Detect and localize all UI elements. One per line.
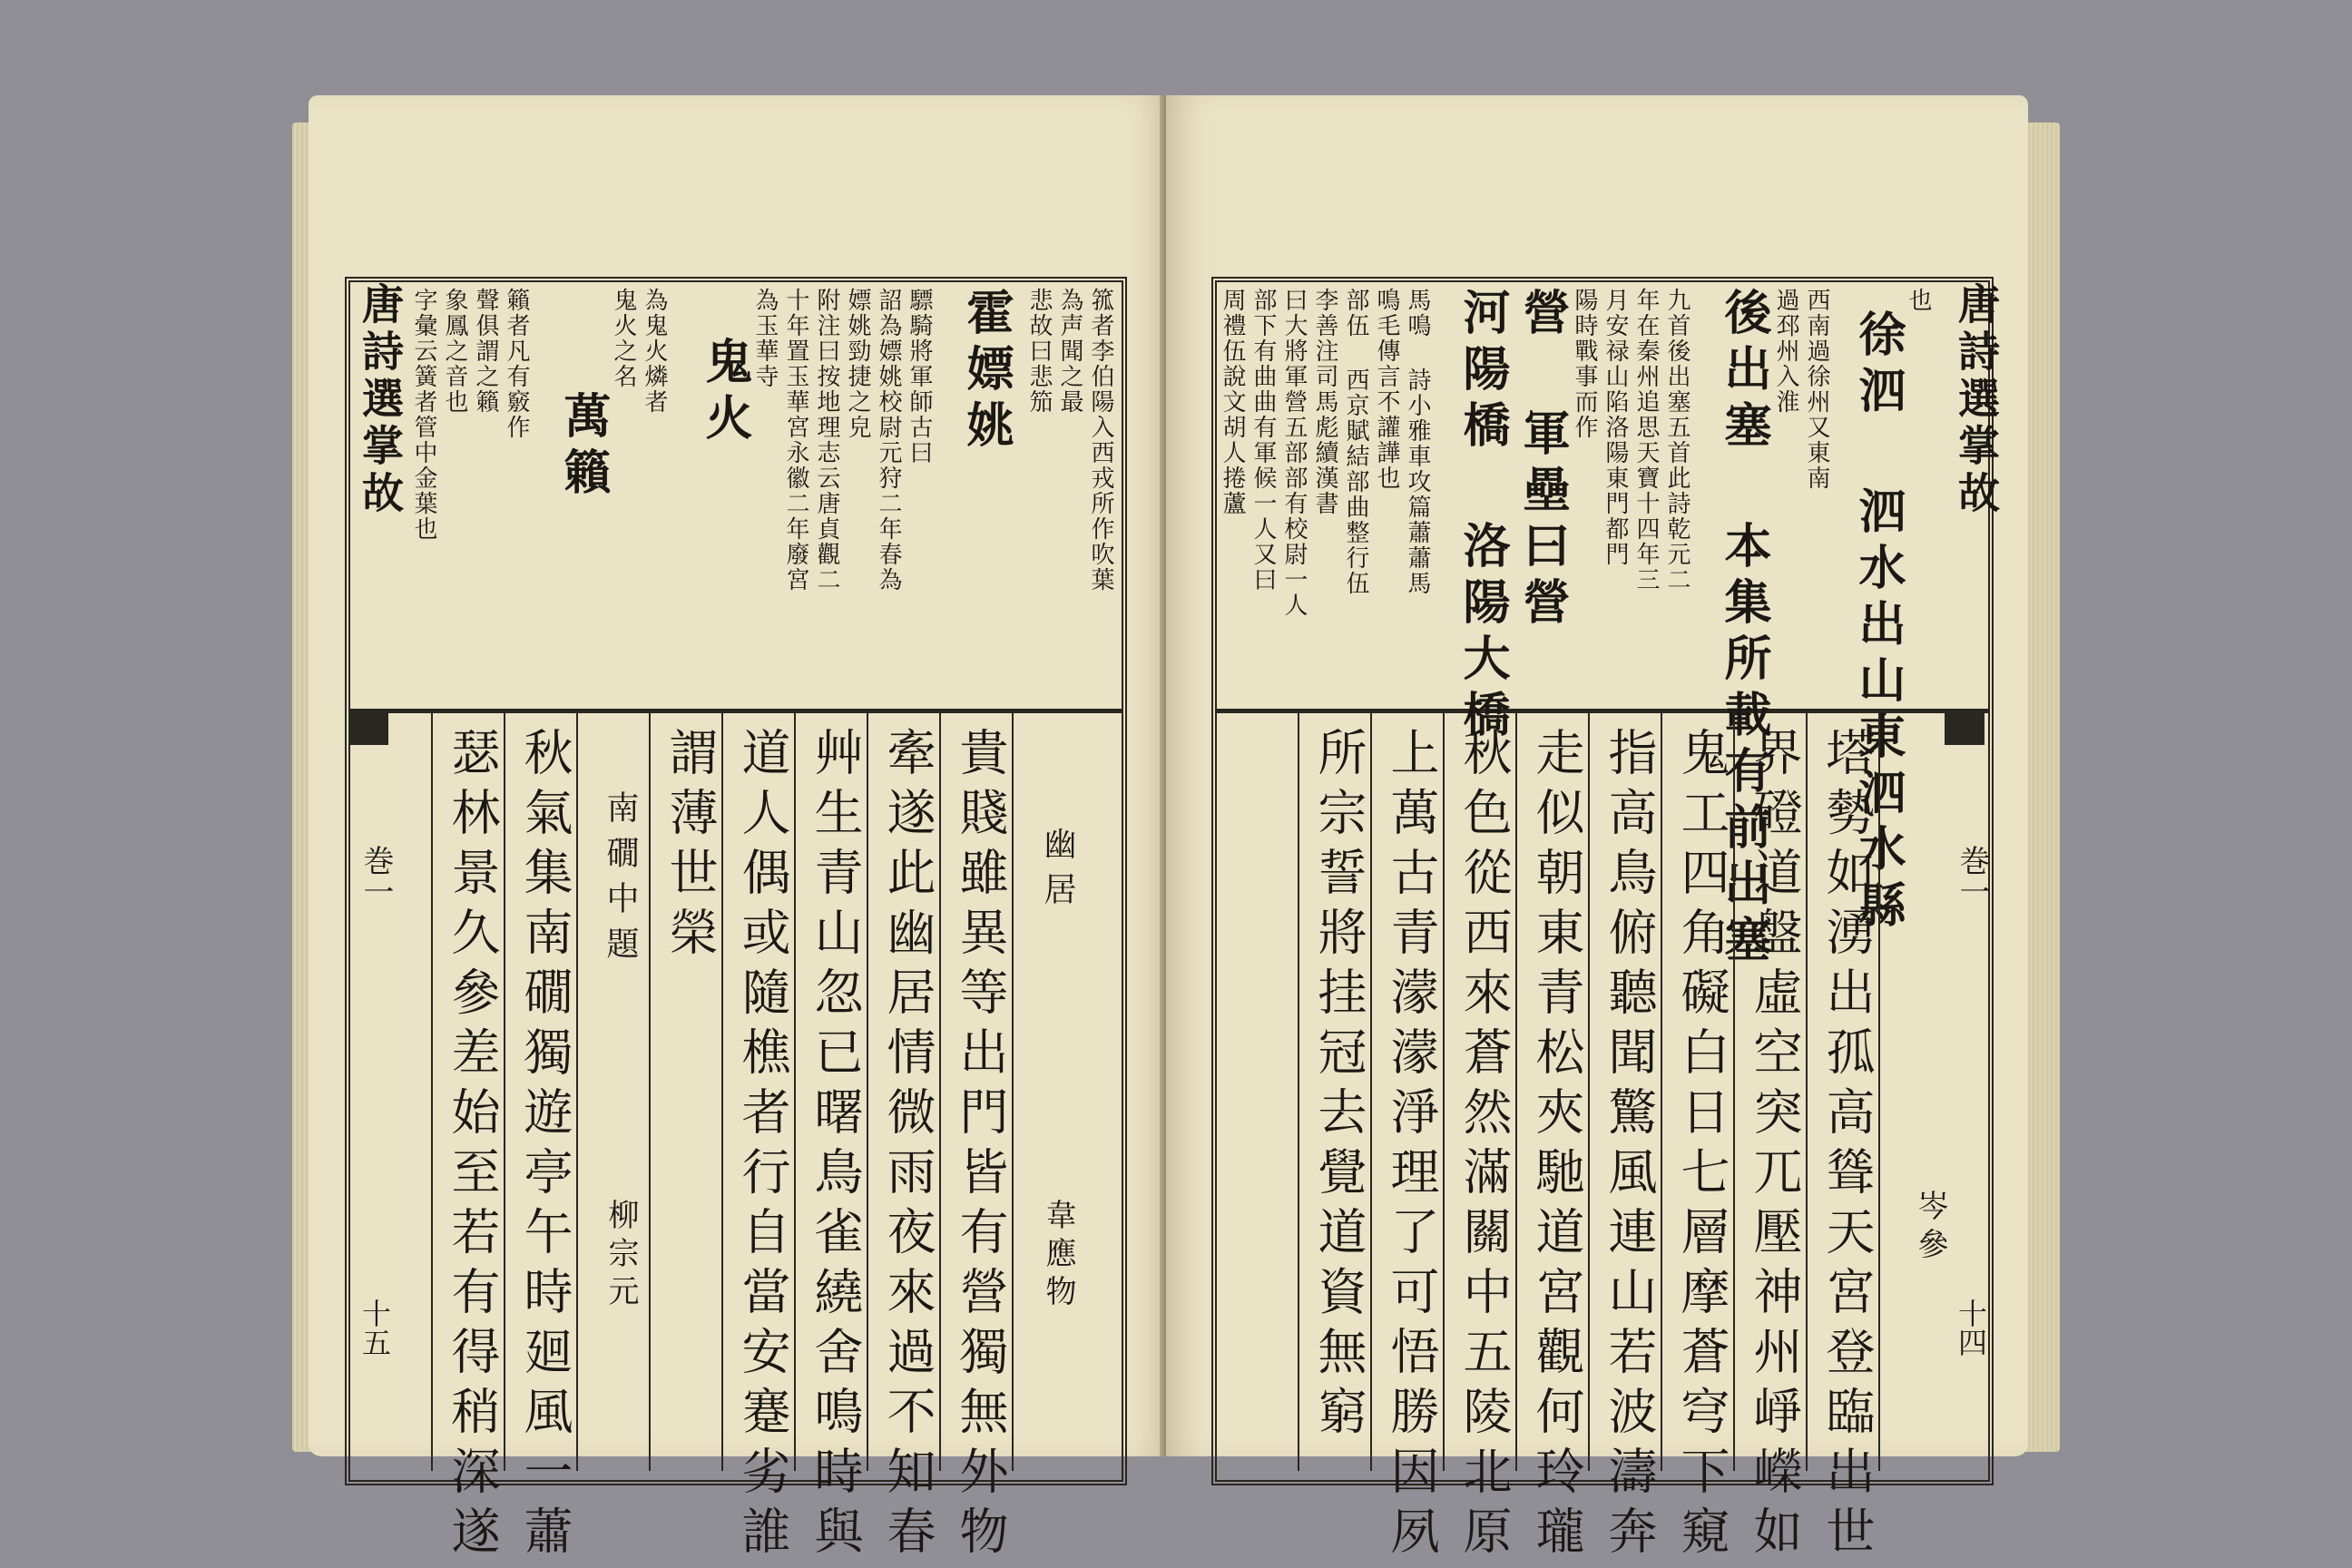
note-column: 聲俱謂之籟 xyxy=(472,288,499,415)
note-column: 字彙云簧者管中金葉也 xyxy=(410,288,437,542)
poem-line: 鬼工四角礙白日七層摩蒼穹下窺 xyxy=(1673,727,1730,1565)
poem-title: 南礀中題 xyxy=(602,790,639,972)
right-page-frame xyxy=(1211,277,2001,1565)
note-column: 鳴毛傳言不讙譁也 xyxy=(1373,288,1400,491)
headword: 霍嫖姚 xyxy=(958,288,1014,456)
note-column: 過邳州入淮 xyxy=(1772,288,1799,415)
note-column: 為玉華寺 xyxy=(751,288,779,389)
poem-author: 韋應物 xyxy=(1040,1199,1076,1313)
note-column: 嫖姚勁捷之皃 xyxy=(844,288,871,440)
poem-line: 瑟林景久參差始至若有得稍深遂 xyxy=(444,727,501,1565)
left-page xyxy=(309,95,1171,1565)
spine-title: 唐詩選掌故 xyxy=(1952,282,2001,518)
headword: 徐泗 泗水出山東泗水縣 xyxy=(1850,309,1906,936)
note-column: 月安禄山陷洛陽東門都門 xyxy=(1602,288,1629,567)
poem-line: 指高鳥俯聽聞驚風連山若波濤奔 xyxy=(1601,727,1658,1565)
right-page xyxy=(1166,95,2028,1565)
note-column: 為鬼火燐者 xyxy=(641,288,668,415)
juan-label: 巻一 xyxy=(358,845,394,906)
spine-title: 唐詩選掌故 xyxy=(356,282,405,518)
right-page-edges xyxy=(2024,122,2060,1452)
note-column: 西南過徐州又東南 xyxy=(1803,288,1830,491)
note-column: 九首後出塞五首此詩乾元二 xyxy=(1663,288,1690,593)
poem-line: 道人偶或隨樵者行自當安蹇劣誰 xyxy=(734,727,791,1565)
note-column: 部伍 西京賦結部曲整行伍 xyxy=(1342,288,1369,596)
note-column: 李善注司馬彪續漢書 xyxy=(1311,288,1338,516)
poem-line: 界磴道盤虛空突兀壓神州崢嶸如 xyxy=(1746,727,1803,1565)
headword: 萬籟 xyxy=(555,391,611,504)
note-column: 箛者李伯陽入西戎所作吹葉 xyxy=(1087,288,1114,593)
note-column: 年在秦州追思天寶十四年三 xyxy=(1632,288,1660,593)
poem-line: 上萬古青濛濛淨理了可悟勝因夙 xyxy=(1383,727,1440,1565)
juan-label: 巻一 xyxy=(1954,845,1990,906)
left-page-frame xyxy=(345,277,1127,1565)
headword: 河陽橋 洛陽大橋 xyxy=(1455,288,1510,746)
headword: 後出塞 本集所載有前出塞 xyxy=(1716,288,1771,971)
note-column: 象鳳之音也 xyxy=(441,288,468,415)
note-column: 周禮伍說文胡人捲蘆 xyxy=(1219,288,1246,516)
page-number: 十五 xyxy=(358,1298,392,1357)
note-column: 為声聞之最 xyxy=(1056,288,1083,415)
left-margin-spine xyxy=(348,282,405,1498)
poem-author: 岑參 xyxy=(1912,1190,1948,1266)
note-column: 也 xyxy=(1905,288,1932,313)
page-number: 十四 xyxy=(1954,1298,1988,1357)
note-column: 附注曰按地理志云唐貞觀二 xyxy=(813,288,840,593)
poem-line: 貴賤雖異等出門皆有營獨無外物 xyxy=(952,727,1009,1565)
headword: 營 軍壘曰營 xyxy=(1514,288,1570,633)
open-book xyxy=(272,86,2087,1565)
note-column: 馬鳴 詩小雅車攻篇蕭蕭馬 xyxy=(1404,288,1431,596)
poem-line: 塔勢如湧出孤高聳天宮登臨出世 xyxy=(1818,727,1876,1565)
fish-tail-mark xyxy=(1945,709,1984,745)
poem-line: 秋氣集南礀獨遊亭午時廻風一蕭 xyxy=(516,727,573,1565)
poem-line: 秋色從西來蒼然滿關中五陵北原 xyxy=(1455,727,1513,1565)
note-column: 曰大將軍營五部部有校尉一人 xyxy=(1280,288,1308,618)
note-column: 十年置玉華宮永徽二年廢宮 xyxy=(782,288,809,593)
note-column: 陽時戰事而作 xyxy=(1571,288,1598,440)
note-column: 鬼火之名 xyxy=(610,288,637,389)
note-column: 驃騎將軍師古曰 xyxy=(906,288,933,466)
poem-line: 牽遂此幽居情微雨夜來過不知春 xyxy=(879,727,936,1565)
note-column: 籟者凡有竅作 xyxy=(503,288,530,440)
poem-line: 所宗誓將挂冠去覺道資無窮 xyxy=(1310,727,1367,1446)
poem-line: 謂薄世榮 xyxy=(662,727,719,966)
fish-tail-mark xyxy=(348,709,388,745)
headword: 鬼火 xyxy=(697,337,752,449)
poem-author: 柳宗元 xyxy=(603,1199,639,1313)
poem-line: 艸生青山忽已曙鳥雀繞舍鳴時與 xyxy=(807,727,864,1565)
poem-title: 幽居 xyxy=(1039,827,1076,917)
note-column: 悲故曰悲笳 xyxy=(1025,288,1053,415)
note-column: 部下有曲曲有軍候一人又曰 xyxy=(1250,288,1277,593)
right-margin-spine xyxy=(1945,282,2001,1498)
poem-line: 走似朝東青松夾馳道宮觀何玲瓏 xyxy=(1528,727,1585,1565)
note-column: 詔為嫖姚校尉元狩二年春為 xyxy=(875,288,902,593)
